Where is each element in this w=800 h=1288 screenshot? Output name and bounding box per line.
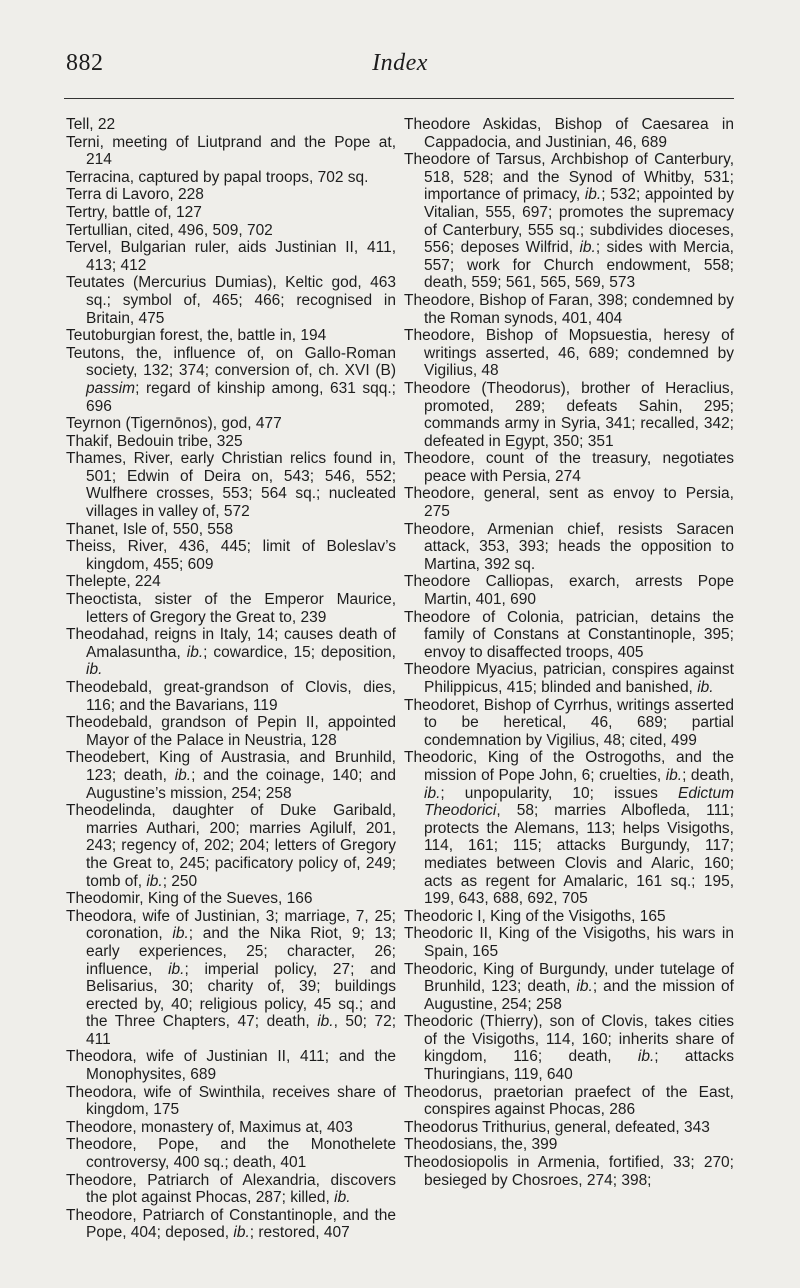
index-entry: Theodore of Tarsus, Archbishop of Canterbury, 518, 528; and the Synod of Whitby, 531; importance of primacy, ib.; 532; appointed by Vitalian, 555, 697; promotes the supremacy of Canterbury, 555 sq.; subdivides dioceses, 556; deposes Wilfrid, ib.; sides with Mercia, 557; work for Church endowment, 558; death, 559; 561, 565, 569, 573 (404, 151, 735, 292)
index-entry: Teyrnon (Tigernōnos), god, 477 (66, 415, 282, 433)
index-entry: Terra di Lavoro, 228 (66, 186, 204, 204)
index-entry: Theodore, Armenian chief, resists Saracen attack, 353, 393; heads the opposition to Martina, 392 sq. (404, 520, 734, 573)
index-entry: Theodebert, King of Austrasia, and Brunhild, 123; death, ib.; and the coinage, 140; and Augustine’s mission, 254; 258 (66, 749, 396, 802)
index-entry: Theodoric II, King of the Visigoths, his wars in Spain, 165 (404, 925, 734, 960)
index-entry: Thanet, Isle of, 550, 558 (66, 520, 234, 538)
index-entry: Theodore Calliopas, exarch, arrests Pope Martin, 401, 690 (404, 573, 734, 609)
index-entry: Teutates (Mercurius Dumias), Keltic god, 463 sq.; symbol of, 465; 466; recognised in Britain, 475 (66, 274, 396, 327)
index-entry: Theodoric (Thierry), son of Clovis, takes cities of the Visigoths, 114, 160; inherits share of kingdom, 116; death, ib.; attacks Thuringians, 119, 640 (404, 1013, 734, 1084)
running-title: Index (372, 50, 428, 76)
index-entry: Theodoric, King of Burgundy, under tutelage of Brunhild, 123; death, ib.; and the mission of Augustine, 254; 258 (404, 960, 734, 1013)
page-number: 882 (66, 50, 104, 76)
index-column-right (404, 116, 734, 1189)
index-entry: Theodora, wife of Swinthila, receives share of kingdom, 175 (66, 1083, 396, 1119)
index-entry: Theodore Myacius, patrician, conspires against Philippicus, 415; blinded and banished, ib. (404, 661, 734, 696)
index-entry: Theodebald, grandson of Pepin II, appointed Mayor of the Palace in Neustria, 128 (66, 714, 396, 749)
index-entry: Tell, 22 (66, 116, 116, 133)
index-entry: Theodahad, reigns in Italy, 14; causes death of Amalasuntha, ib.; cowardice, 15; deposition, ib. (66, 626, 396, 679)
index-entry: Teutons, the, influence of, on Gallo-Roman society, 132; 374; conversion of, ch. XVI (B) passim; regard of kinship among, 631 sqq.; 696 (66, 344, 396, 415)
index-entry: Theodore, Bishop of Mopsuestia, heresy of writings asserted, 46, 689; condemned by Vigilius, 48 (404, 327, 734, 380)
index-column-left (66, 116, 396, 1242)
index-entry: Theodorus, praetorian praefect of the East, conspires against Phocas, 286 (404, 1083, 734, 1119)
index-entry: Thelepte, 224 (66, 573, 161, 591)
index-entry: Theodorus Trithurius, general, defeated, 343 (404, 1118, 710, 1136)
index-entry: Theodore Askidas, Bishop of Caesarea in Cappadocia, and Justinian, 46, 689 (404, 116, 734, 151)
page-header (0, 0, 800, 110)
index-entry: Theodore, general, sent as envoy to Persia, 275 (404, 485, 734, 521)
index-entry: Theodoric I, King of the Visigoths, 165 (404, 907, 666, 925)
index-entry: Theodore, count of the treasury, negotiates peace with Persia, 274 (404, 450, 734, 485)
index-entry: Theodosians, the, 399 (404, 1136, 558, 1154)
index-entry: Theodore, Patriarch of Constantinople, and the Pope, 404; deposed, ib.; restored, 407 (66, 1206, 396, 1242)
index-entry: Theodoric, King of the Ostrogoths, and the mission of Pope John, 6; cruelties, ib.; death, ib.; unpopularity, 10; issues Edictum Theodorici, 58; marries Albofleda, 111; protects the Alemans, 113; helps Visigoths, 114, 161; 115; attacks Burgundy, 117; mediates between Clovis and Alaric, 160; acts as regent for Amalaric, 161 sq.; 195, 199, 643, 688, 692, 705 (404, 749, 734, 908)
index-entry: Theodora, wife of Justinian, 3; marriage, 7, 25; coronation, ib.; and the Nika Riot, 9; 13; early experiences, 25; character, 26; influence, ib.; imperial policy, 27; and Belisarius, 30; charity of, 39; buildings erected by, 40; religious policy, 45 sq.; and the Three Chapters, 47; death, ib., 50; 72; 411 (66, 907, 397, 1048)
index-entry: Theodelinda, daughter of Duke Garibald, marries Authari, 200; marries Agilulf, 201, 243; regency of, 202; 204; letters of Gregory the Great to, 245; pacificatory policy of, 249; tomb of, ib.; 250 (66, 802, 396, 890)
index-entry: Theodora, wife of Justinian II, 411; and the Monophysites, 689 (66, 1048, 396, 1084)
index-entry: Terni, meeting of Liutprand and the Pope at, 214 (66, 133, 396, 169)
index-entry: Theodebald, great-grandson of Clovis, dies, 116; and the Bavarians, 119 (66, 679, 396, 714)
index-entry: Terracina, captured by papal troops, 702 sq. (66, 168, 369, 186)
index-entry: Thakif, Bedouin tribe, 325 (66, 432, 243, 450)
index-entry: Thames, River, early Christian relics found in, 501; Edwin of Deira on, 543; 546, 552; Wulfhere crosses, 553; 564 sq.; nucleated villages in valley of, 572 (66, 450, 396, 521)
index-entry: Theoctista, sister of the Emperor Maurice, letters of Gregory the Great to, 239 (66, 591, 396, 626)
index-entry: Theiss, River, 436, 445; limit of Boleslav’s kingdom, 455; 609 (66, 538, 396, 573)
header-rule (64, 98, 734, 99)
index-entry: Theodore of Colonia, patrician, detains the family of Constans at Constantinople, 395; envoy to disaffected troops, 405 (404, 608, 734, 661)
index-entry: Theodomir, King of the Sueves, 166 (66, 890, 313, 908)
index-entry: Theodore, Bishop of Faran, 398; condemned by the Roman synods, 401, 404 (404, 291, 734, 327)
index-entry: Theodore, monastery of, Maximus at, 403 (66, 1118, 353, 1136)
index-entry: Theodore, Patriarch of Alexandria, discovers the plot against Phocas, 287; killed, ib. (66, 1171, 396, 1207)
index-entry: Teutoburgian forest, the, battle in, 194 (66, 327, 327, 345)
index-entry: Tertullian, cited, 496, 509, 702 (66, 221, 273, 239)
index-entry: Theodore (Theodorus), brother of Heraclius, promoted, 289; defeats Sahin, 295; commands army in Syria, 341; recalled, 342; defeated in Egypt, 350; 351 (404, 379, 734, 450)
index-entry: Tertry, battle of, 127 (66, 203, 202, 221)
index-entry: Theodosiopolis in Armenia, fortified, 33; 270; besieged by Chosroes, 274; 398; (404, 1154, 734, 1189)
index-entry: Theodore, Pope, and the Monothelete controversy, 400 sq.; death, 401 (66, 1136, 396, 1172)
index-entry: Tervel, Bulgarian ruler, aids Justinian II, 411, 413; 412 (66, 239, 396, 274)
index-entry: Theodoret, Bishop of Cyrrhus, writings asserted to be heretical, 46, 689; partial condemnation by Vigilius, 48; cited, 499 (404, 696, 734, 749)
